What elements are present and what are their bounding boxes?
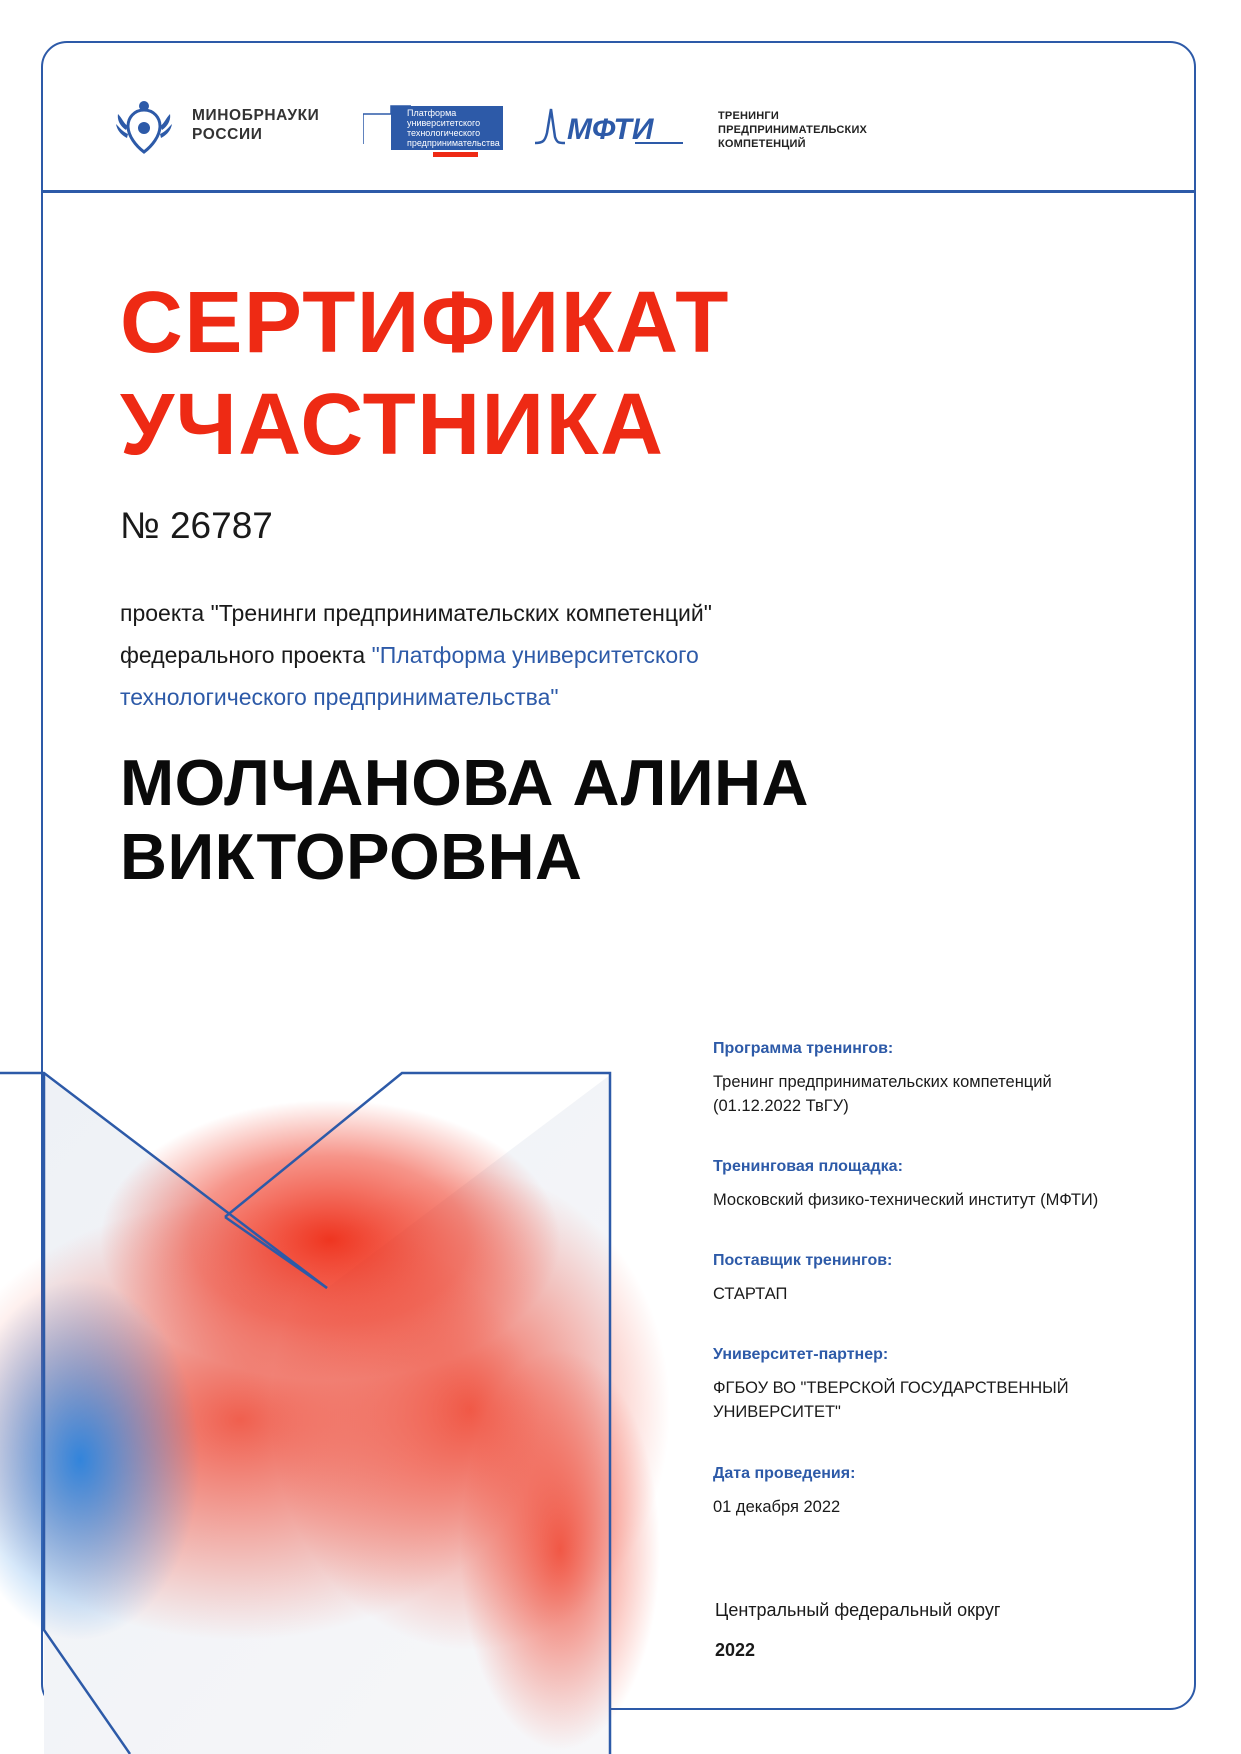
region-text: Центральный федеральный округ xyxy=(715,1600,1001,1620)
detail-program xyxy=(713,1040,1052,1118)
ministry-name-line2: РОССИИ xyxy=(192,126,263,143)
program-value-line2: (01.12.2022 ТвГУ) xyxy=(713,1097,849,1115)
provider-label: Поставщик тренингов: xyxy=(713,1252,893,1269)
participant-name-line1: МОЛЧАНОВА АЛИНА xyxy=(120,746,809,819)
detail-venue xyxy=(713,1158,1098,1212)
mipt-text: МФТИ xyxy=(567,113,654,146)
trainings-line3: КОМПЕТЕНЦИЙ xyxy=(718,138,806,150)
partner-label: Университет-партнер: xyxy=(713,1346,889,1363)
platform-line3: технологического xyxy=(407,128,481,138)
trainings-logo xyxy=(718,109,867,151)
year-text: 2022 xyxy=(715,1640,756,1660)
platform-line1: Платформа xyxy=(407,108,457,118)
mipt-logo xyxy=(535,105,685,150)
platform-logo xyxy=(363,104,503,162)
participant-name-line2: ВИКТОРОВНА xyxy=(120,820,583,893)
ministry-logo xyxy=(114,96,319,154)
platform-line4: предпринимательства xyxy=(407,138,500,148)
partner-value-line1: ФГБОУ ВО "ТВЕРСКОЙ ГОСУДАРСТВЕННЫЙ xyxy=(713,1379,1069,1397)
participant-name xyxy=(120,746,809,894)
platform-line2: университетского xyxy=(407,118,481,128)
certificate-title xyxy=(120,272,730,476)
decorative-m-graphic xyxy=(0,1030,700,1754)
title-line2: УЧАСТНИКА xyxy=(120,376,665,473)
federal-project-name-part2: технологического предпринимательства" xyxy=(120,684,559,710)
ministry-name-line1: МИНОБРНАУКИ xyxy=(192,107,320,124)
header-divider xyxy=(42,190,1196,193)
partner-value-line2: УНИВЕРСИТЕТ" xyxy=(713,1403,841,1421)
eagle-emblem-icon xyxy=(114,96,174,154)
trainings-line1: ТРЕНИНГИ xyxy=(718,110,779,122)
detail-partner xyxy=(713,1346,1069,1424)
provider-value: СТАРТАП xyxy=(713,1285,788,1303)
project-desc-line1: проекта "Тренинги предпринимательских компетенций" xyxy=(120,600,712,626)
certificate-number: № 26787 xyxy=(120,505,273,546)
date-label: Дата проведения: xyxy=(713,1465,856,1482)
venue-label: Тренинговая площадка: xyxy=(713,1158,903,1175)
trainings-line2: ПРЕДПРИНИМАТЕЛЬСКИХ xyxy=(718,124,868,136)
project-desc-line2 xyxy=(120,634,712,676)
program-label: Программа тренингов: xyxy=(713,1040,894,1057)
project-description xyxy=(120,592,712,718)
detail-provider xyxy=(713,1252,892,1306)
detail-date xyxy=(713,1465,855,1519)
date-value: 01 декабря 2022 xyxy=(713,1498,841,1516)
title-line1: СЕРТИФИКАТ xyxy=(120,274,730,371)
federal-project-name-part1: "Платформа университетского xyxy=(371,642,699,668)
venue-value: Московский физико-технический институт (МФТИ) xyxy=(713,1191,1099,1209)
project-desc-prefix: федерального проекта xyxy=(120,642,372,668)
program-value-line1: Тренинг предпринимательских компетенций xyxy=(713,1073,1052,1091)
